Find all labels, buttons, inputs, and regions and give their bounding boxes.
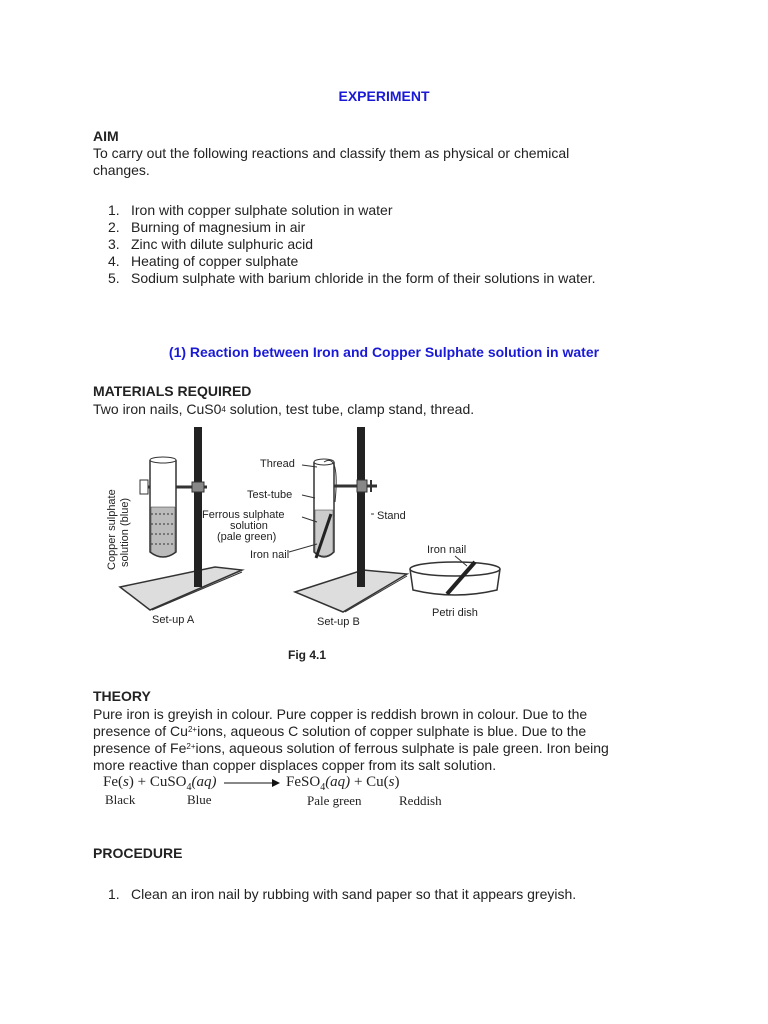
arrow-icon — [222, 778, 280, 788]
label-blue: Blue — [187, 792, 212, 807]
label-ferrous-3: (pale green) — [217, 531, 277, 543]
label-ferrous-2: solution — [230, 520, 268, 532]
theory-line-3: presence of $Fe^{2+}ions$, aqueous solution of ferrous sulphate is pale green. Iron being — [93, 740, 609, 756]
label-stand: Stand — [377, 510, 406, 522]
list-item: 3. Zinc with dilute sulphuric acid — [108, 236, 314, 252]
label-pale-green: Pale green — [307, 793, 362, 808]
label-thread: Thread — [260, 458, 295, 470]
label-iron-nail-dish: Iron nail — [427, 544, 467, 556]
list-item: 2. Burning of magnesium in air — [108, 219, 306, 235]
aim-line-2: changes. — [93, 162, 150, 178]
materials-text: Two iron nails, CuS04 solution, test tube, clamp stand, thread. — [93, 401, 475, 417]
materials-heading: MATERIALS REQUIRED — [93, 383, 252, 399]
page-title: EXPERIMENT — [338, 88, 430, 104]
section-title: (1) Reaction between Iron and Copper Sulphate solution in water — [168, 344, 600, 360]
label-ferrous-1: Ferrous sulphate — [202, 509, 285, 521]
label-setup-b: Set-up B — [317, 616, 360, 628]
theory-line-1: Pure iron is greyish in colour. Pure copper is reddish brown in colour. Due to the — [93, 706, 588, 722]
list-item: 1. Iron with copper sulphate solution in water — [108, 202, 393, 218]
label-iron-nail: Iron nail — [250, 549, 290, 561]
label-black: Black — [105, 792, 136, 807]
aim-list — [93, 202, 713, 287]
list-item: 5. Sodium sulphate with barium chloride in the form of their solutions in water. — [108, 270, 596, 286]
experiment-figure — [95, 422, 515, 637]
aim-line-1: To carry out the following reactions and classify them as physical or chemical — [93, 145, 570, 161]
label-copper-sulphate-1: Copper sulphate — [106, 489, 118, 570]
procedure-list — [93, 886, 713, 903]
label-petri-dish: Petri dish — [432, 607, 478, 619]
theory-heading: THEORY — [93, 688, 151, 704]
label-setup-a: Set-up A — [152, 614, 195, 626]
theory-line-4: more reactive than copper displaces copper from its salt solution. — [93, 757, 497, 773]
list-item: 4. Heating of copper sulphate — [108, 253, 299, 269]
reaction-equation: Fe(s) + CuSO$_4$(aq) FeSO$_4$(aq) + Cu(s) — [103, 774, 400, 793]
label-copper-sulphate-2: solution (blue) — [119, 497, 131, 567]
label-reddish: Reddish — [399, 793, 442, 808]
list-item: 1. Clean an iron nail by rubbing with sand paper so that it appears greyish. — [108, 886, 577, 902]
theory-line-2: presence of $Cu^{2+}ions$, aqueous C solution of copper sulphate is blue. Due to the — [93, 723, 587, 739]
label-test-tube: Test-tube — [247, 489, 293, 501]
procedure-heading: PROCEDURE — [93, 845, 183, 861]
figure-caption: Fig 4.1 — [288, 648, 327, 662]
petri-dish — [410, 562, 500, 595]
aim-heading: AIM — [93, 128, 119, 144]
